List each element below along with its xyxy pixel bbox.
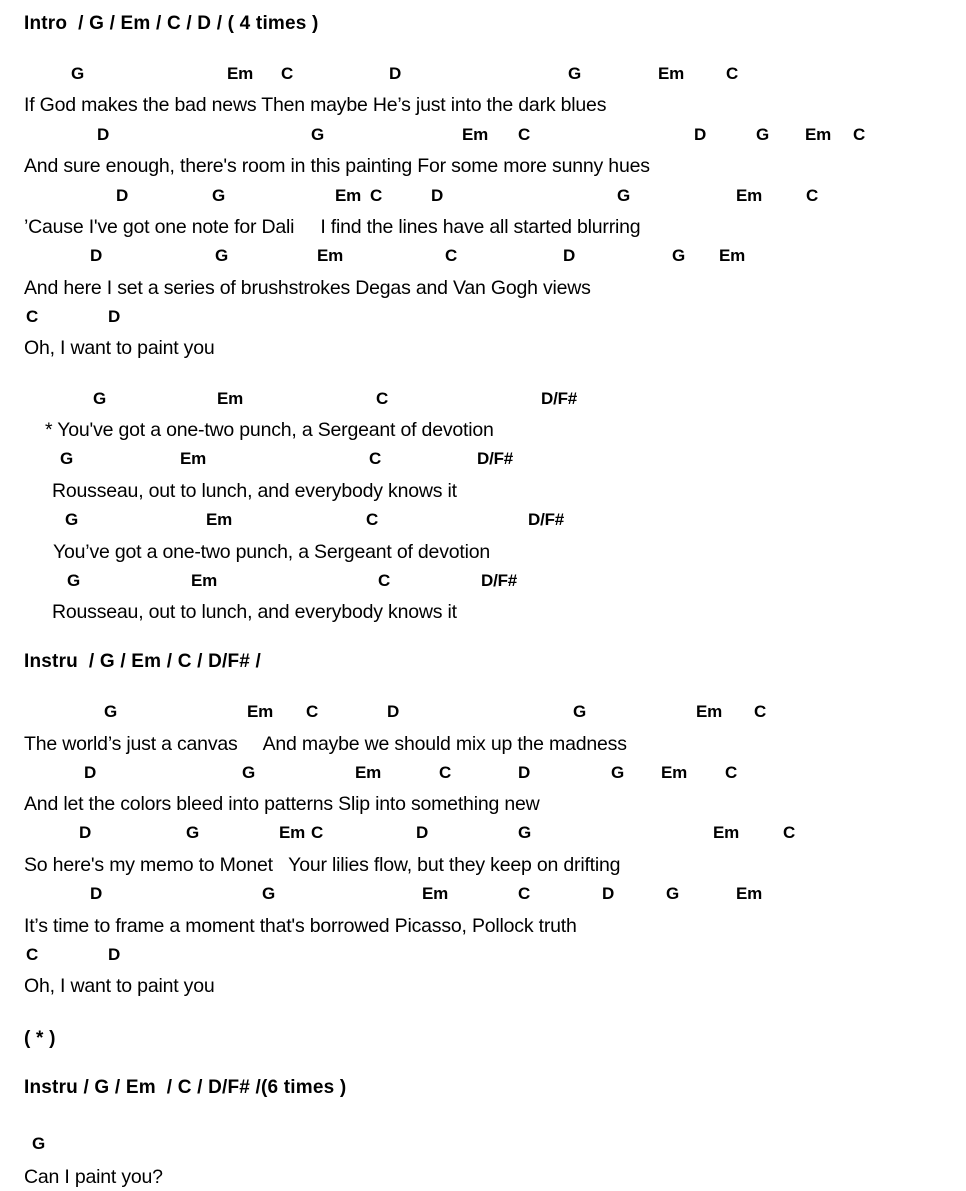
chord-label: C (306, 702, 319, 721)
chord-label: G (104, 702, 118, 721)
chord-label: D/F# (528, 510, 565, 529)
chord-label: D (108, 307, 121, 326)
lyric-line: ’Cause I've got one note for Dali I find the lines have all started blurring (24, 216, 641, 238)
chord-label: D (97, 125, 110, 144)
lyric-line: And let the colors bleed into patterns Slip into something new (24, 793, 540, 815)
chord-label: Em (335, 186, 362, 205)
chord-label: Em (217, 389, 244, 408)
chord-label: C (26, 945, 39, 964)
chord-line (0, 389, 966, 411)
lyric-line: Oh, I want to paint you (24, 337, 215, 359)
chord-label: C (518, 125, 531, 144)
chord-label: C (754, 702, 767, 721)
chord-line (0, 125, 966, 147)
chord-label: G (518, 823, 532, 842)
chord-label: G (262, 884, 276, 903)
chord-label: G (60, 449, 74, 468)
chord-label: Em (805, 125, 832, 144)
chord-line (0, 884, 966, 906)
chord-label: C (725, 763, 738, 782)
chord-label: G (242, 763, 256, 782)
section-header: Instru / G / Em / C / D/F# /(6 times ) (24, 1077, 347, 1098)
lyric-line: And here I set a series of brushstrokes Degas and Van Gogh views (24, 277, 591, 299)
chord-label: G (311, 125, 325, 144)
chord-label: C (311, 823, 324, 842)
section-header: Intro / G / Em / C / D / ( 4 times ) (24, 13, 319, 34)
chord-label: C (783, 823, 796, 842)
chord-label: C (281, 64, 294, 83)
chord-label: G (617, 186, 631, 205)
chord-label: D (416, 823, 429, 842)
chord-label: G (93, 389, 107, 408)
chord-label: D (84, 763, 97, 782)
chord-label: G (212, 186, 226, 205)
chord-label: D (694, 125, 707, 144)
chord-label: G (573, 702, 587, 721)
chord-label: D/F# (481, 571, 518, 590)
chord-label: G (186, 823, 200, 842)
chord-line (0, 702, 966, 724)
lyric-line: And sure enough, there's room in this painting For some more sunny hues (24, 155, 650, 177)
chord-line (0, 823, 966, 845)
chord-label: G (666, 884, 680, 903)
chord-label: C (806, 186, 819, 205)
chord-label: Em (227, 64, 254, 83)
chord-label: C (376, 389, 389, 408)
chord-label: Em (279, 823, 306, 842)
chord-label: Em (661, 763, 688, 782)
lyric-line: Oh, I want to paint you (24, 975, 215, 997)
chord-label: Em (719, 246, 746, 265)
chord-label: Em (736, 884, 763, 903)
section-header: Instru / G / Em / C / D/F# / (24, 651, 262, 672)
lyric-line: It’s time to frame a moment that's borrowed Picasso, Pollock truth (24, 915, 577, 937)
chord-label: Em (713, 823, 740, 842)
chord-label: G (611, 763, 625, 782)
chord-label: G (65, 510, 79, 529)
chord-line (0, 945, 966, 967)
chord-line (0, 64, 966, 86)
chord-label: D (387, 702, 400, 721)
chord-line (0, 763, 966, 785)
chord-label: D (108, 945, 121, 964)
chord-label: D (563, 246, 576, 265)
chord-label: Em (355, 763, 382, 782)
lyric-line: Can I paint you? (24, 1166, 163, 1188)
chord-label: D (431, 186, 444, 205)
chord-label: Em (180, 449, 207, 468)
chord-line (0, 449, 966, 471)
chord-label: D (90, 246, 103, 265)
lyric-line: Rousseau, out to lunch, and everybody knows it (52, 601, 457, 623)
chord-line (0, 246, 966, 268)
chord-label: Em (317, 246, 344, 265)
chord-label: G (672, 246, 686, 265)
chord-label: G (67, 571, 81, 590)
chord-label: C (726, 64, 739, 83)
chord-line (0, 1134, 966, 1156)
chord-label: G (32, 1134, 46, 1153)
chord-label: Em (696, 702, 723, 721)
chord-label: C (370, 186, 383, 205)
chord-label: C (366, 510, 379, 529)
chord-label: D/F# (477, 449, 514, 468)
chord-label: D/F# (541, 389, 578, 408)
chord-label: Em (422, 884, 449, 903)
chord-label: C (853, 125, 866, 144)
chord-label: D (602, 884, 615, 903)
section-header: ( * ) (24, 1028, 56, 1049)
chord-label: G (215, 246, 229, 265)
lyric-line: Rousseau, out to lunch, and everybody knows it (52, 480, 457, 502)
lyric-line: * You've got a one-two punch, a Sergeant of devotion (45, 419, 494, 441)
chord-label: D (90, 884, 103, 903)
chord-label: C (378, 571, 391, 590)
chord-label: Em (206, 510, 233, 529)
chord-label: Em (736, 186, 763, 205)
chord-label: C (26, 307, 39, 326)
chord-line (0, 510, 966, 532)
lyric-line: So here's my memo to Monet Your lilies flow, but they keep on drifting (24, 854, 621, 876)
chord-label: C (445, 246, 458, 265)
chord-label: D (389, 64, 402, 83)
chord-label: G (756, 125, 770, 144)
chord-label: Em (247, 702, 274, 721)
chord-line (0, 571, 966, 593)
chord-label: C (518, 884, 531, 903)
chord-label: Em (462, 125, 489, 144)
chord-line (0, 307, 966, 329)
chord-label: D (518, 763, 531, 782)
lyric-line: You’ve got a one-two punch, a Sergeant of devotion (53, 541, 491, 563)
chord-line (0, 186, 966, 208)
chord-label: D (116, 186, 129, 205)
chord-label: D (79, 823, 92, 842)
chord-label: G (568, 64, 582, 83)
chord-label: C (369, 449, 382, 468)
lyric-line: The world’s just a canvas And maybe we should mix up the madness (24, 733, 627, 755)
chord-label: Em (658, 64, 685, 83)
chord-label: G (71, 64, 85, 83)
lyric-line: If God makes the bad news Then maybe He’s just into the dark blues (24, 94, 607, 116)
chord-label: C (439, 763, 452, 782)
chord-label: Em (191, 571, 218, 590)
